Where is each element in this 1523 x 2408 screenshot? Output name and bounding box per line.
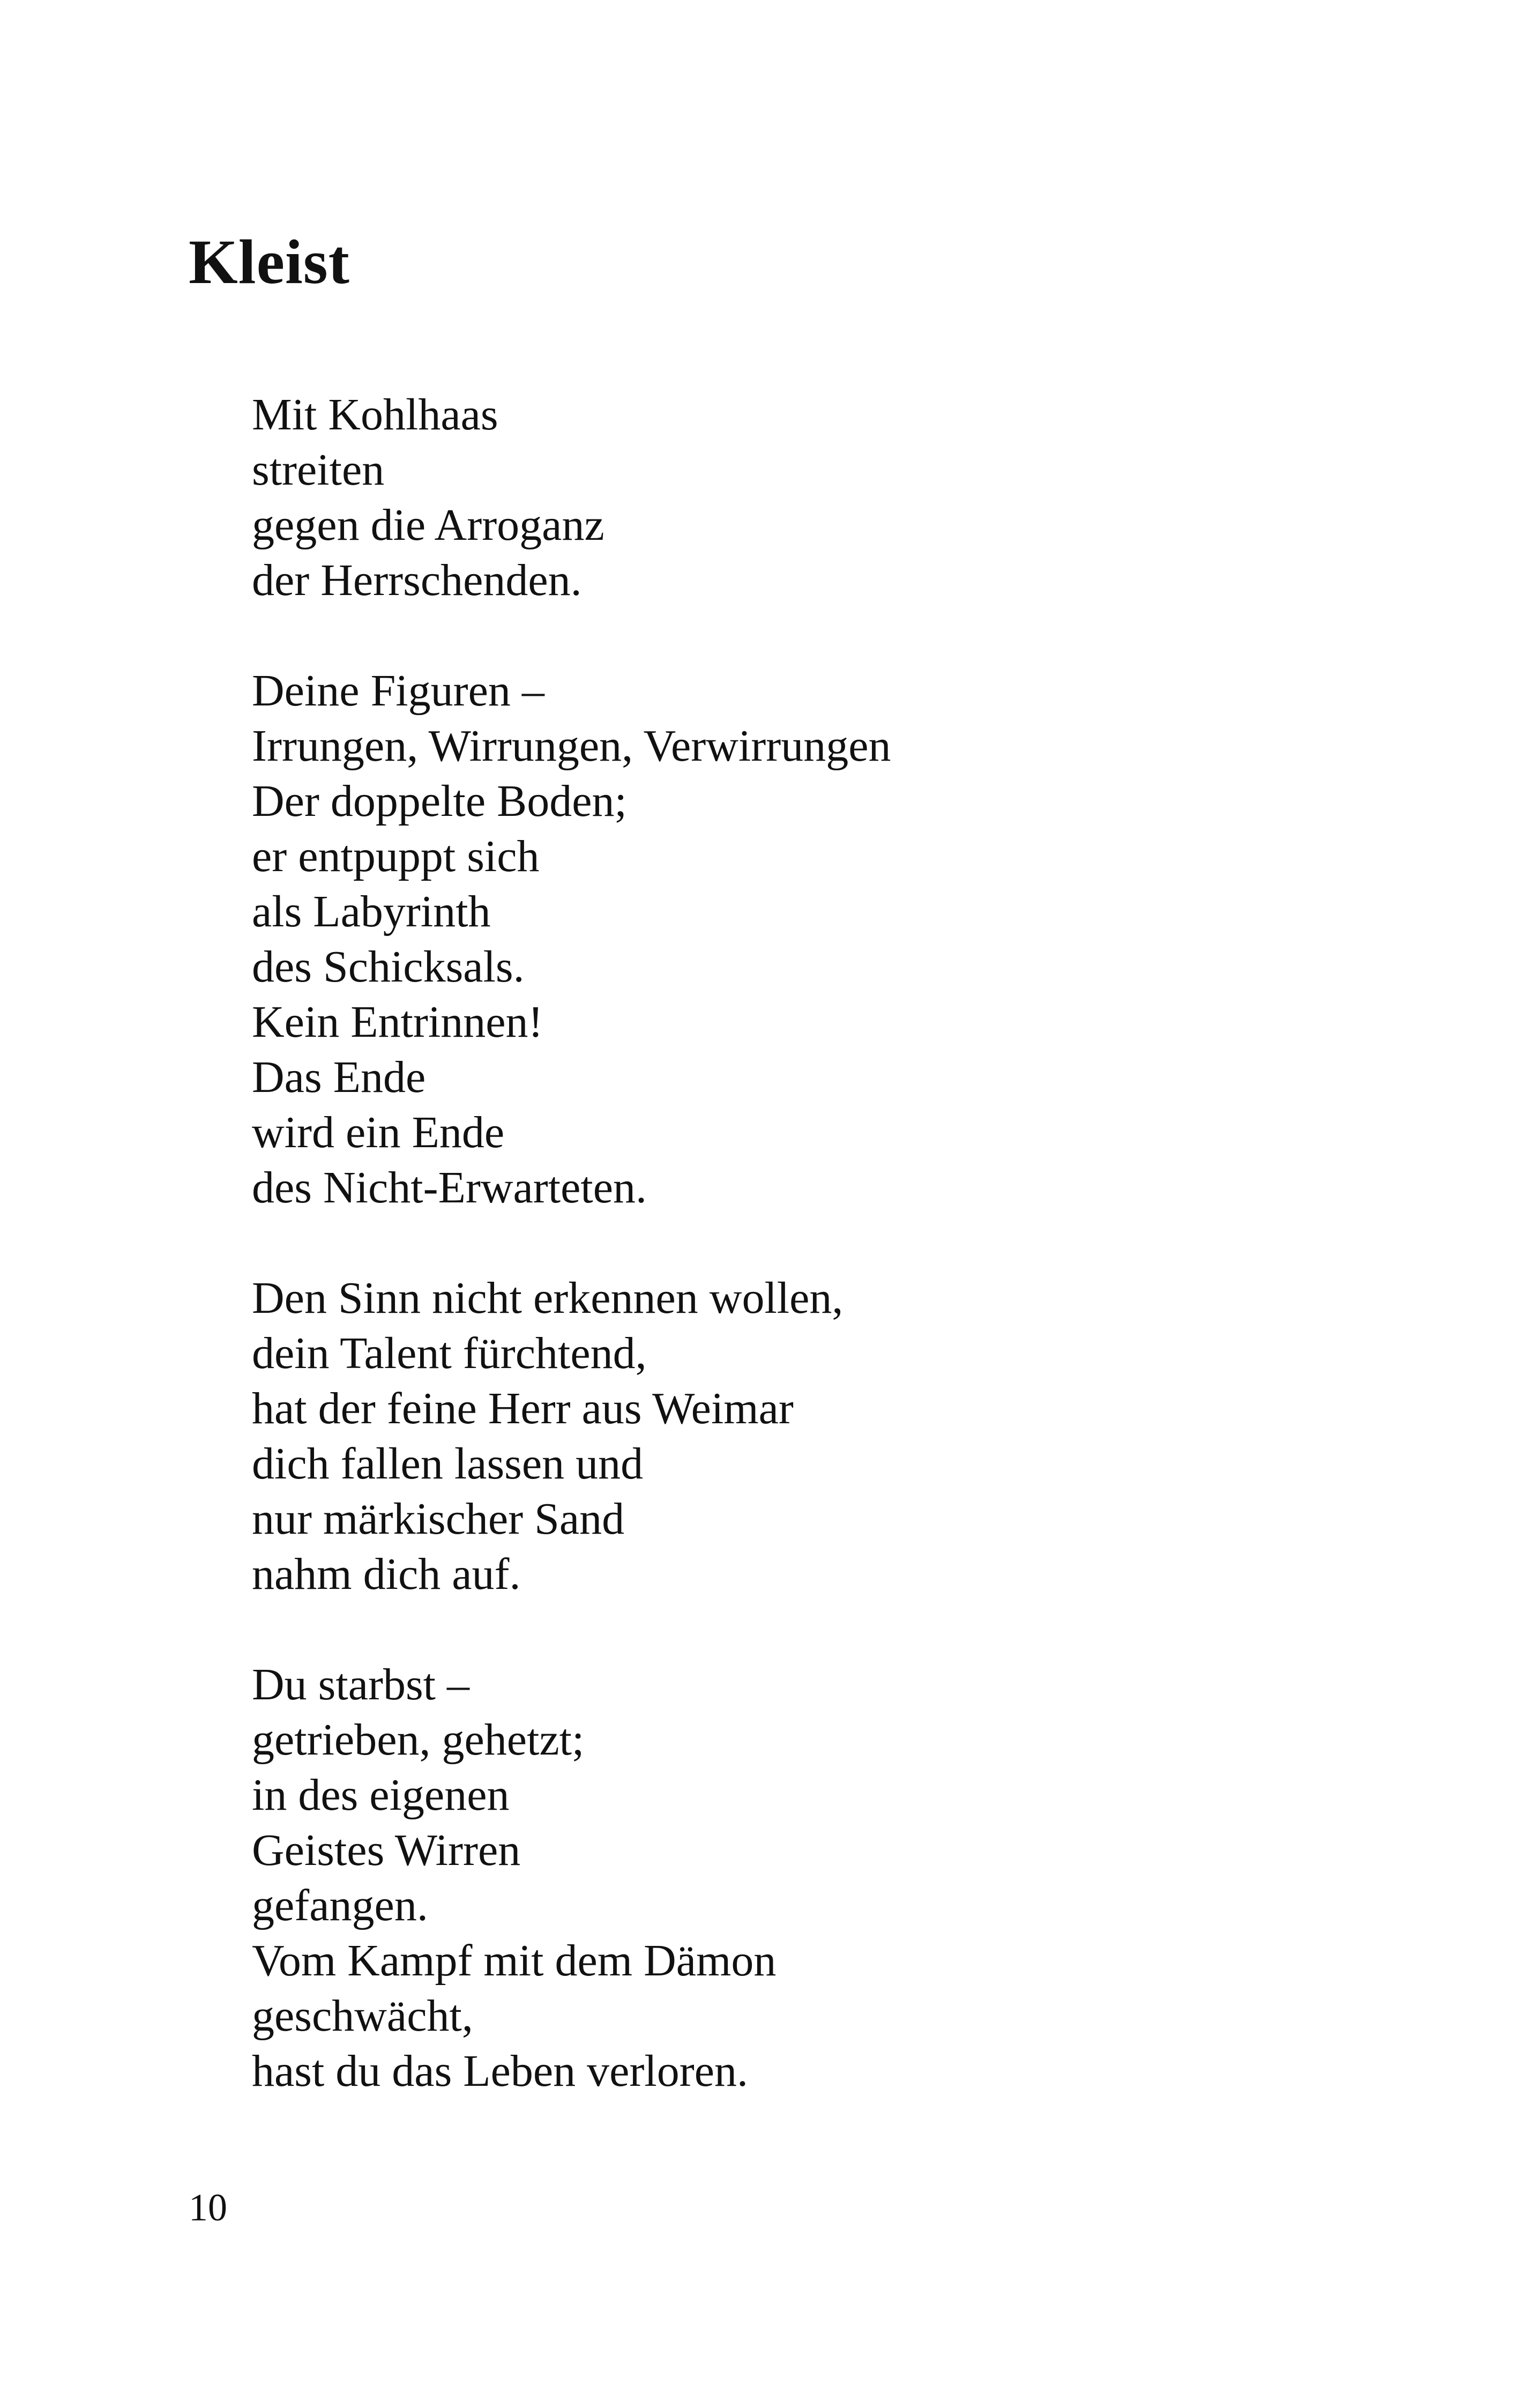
poem-line: Vom Kampf mit dem Dämon (252, 1936, 777, 1986)
poem-line: nahm dich auf. (252, 1549, 521, 1599)
poem-line: Mit Kohlhaas (252, 390, 498, 440)
poem-line: gefangen. (252, 1881, 428, 1930)
poem-line: hast du das Leben verloren. (252, 2046, 749, 2096)
poem-line: Das Ende (252, 1052, 426, 1102)
poem-line: des Nicht-Erwarteten. (252, 1163, 647, 1213)
poem-line: dich fallen lassen und (252, 1439, 644, 1489)
poem-line: dein Talent fürchtend, (252, 1328, 647, 1378)
poem-line: geschwächt, (252, 1991, 473, 2041)
poem-line: er entpuppt sich (252, 831, 540, 881)
poem-line: Kein Entrinnen! (252, 997, 543, 1047)
poem-line: Der doppelte Boden; (252, 776, 627, 826)
poem-line: des Schicksals. (252, 942, 525, 992)
poem-line: wird ein Ende (252, 1108, 505, 1157)
poem-body (252, 387, 1377, 2099)
page-number: 10 (189, 2186, 227, 2229)
poem-line: getrieben, gehetzt; (252, 1715, 585, 1765)
poem-line: als Labyrinth (252, 887, 491, 937)
poem-line: in des eigenen (252, 1770, 510, 1820)
poem-line: der Herrschenden. (252, 555, 582, 605)
poem-line: Den Sinn nicht erkennen wollen, (252, 1273, 843, 1323)
stanza-4 (252, 1657, 1377, 2099)
poem-line: gegen die Arroganz (252, 500, 604, 550)
poem-line: hat der feine Herr aus Weimar (252, 1384, 794, 1433)
stanza-1 (252, 387, 1377, 608)
poem-title: Kleist (189, 227, 350, 297)
stanza-3 (252, 1270, 1377, 1602)
poem-line: Irrungen, Wirrungen, Verwirrungen (252, 721, 891, 771)
poem-line: Geistes Wirren (252, 1825, 521, 1875)
poem-line: nur märkischer Sand (252, 1494, 625, 1544)
poem-line: streiten (252, 445, 385, 495)
stanza-2 (252, 663, 1377, 1215)
poem-line: Du starbst – (252, 1660, 469, 1710)
poem-line: Deine Figuren – (252, 666, 544, 716)
